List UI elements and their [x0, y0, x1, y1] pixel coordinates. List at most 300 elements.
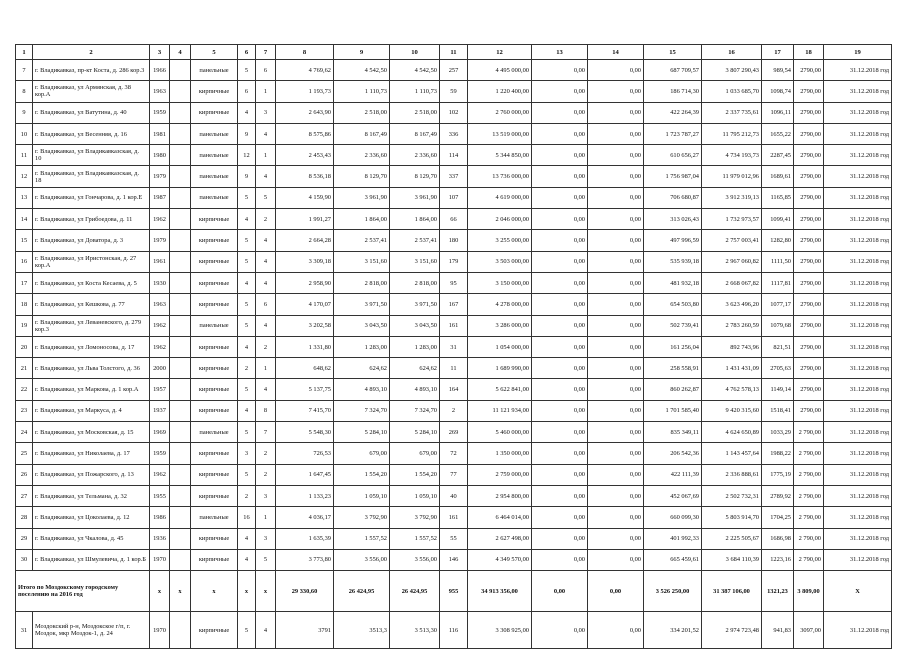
- table-cell: 1 647,45: [276, 464, 334, 485]
- table-cell: 7: [16, 60, 33, 81]
- table-cell: 3 961,90: [390, 187, 440, 208]
- table-cell: 4: [238, 400, 256, 421]
- table-cell: 4: [256, 166, 276, 187]
- table-cell: 31: [440, 336, 468, 357]
- table-cell: 0,00: [532, 612, 588, 649]
- table-cell: 31: [16, 612, 33, 649]
- table-cell: 336: [440, 123, 468, 144]
- table-cell: 401 992,33: [644, 528, 702, 549]
- table-cell: 2 760 000,00: [468, 102, 532, 123]
- table-row: [16, 422, 892, 443]
- table-cell: 4: [238, 209, 256, 230]
- table-cell: 1 557,52: [390, 528, 440, 549]
- table-cell: 3: [256, 528, 276, 549]
- table-row: [16, 443, 892, 464]
- table-cell: 4: [256, 272, 276, 293]
- table-cell: 2 453,43: [276, 145, 334, 166]
- table-cell: 0,00: [588, 358, 644, 379]
- table-cell: 31.12.2018 год: [824, 166, 892, 187]
- table-cell: панельные: [191, 123, 238, 144]
- table-cell: г. Владикавказ, ул Кешкова, д. 77: [33, 294, 150, 315]
- table-cell: 107: [440, 187, 468, 208]
- table-cell: 8 129,70: [390, 166, 440, 187]
- table-cell: 481 932,18: [644, 272, 702, 293]
- table-cell: 0,00: [532, 123, 588, 144]
- total-cell: 31 387 106,00: [702, 571, 762, 612]
- table-cell: 180: [440, 230, 468, 251]
- table-cell: 4: [238, 272, 256, 293]
- table-cell: 161 256,04: [644, 336, 702, 357]
- table-cell: 66: [440, 209, 468, 230]
- table-cell: 4: [256, 123, 276, 144]
- table-cell: 11 979 012,96: [702, 166, 762, 187]
- table-cell: кирпичные: [191, 549, 238, 570]
- table-cell: Моздокский р-н, Моздокское г/п, г. Моздок, мкр Моздок-1, д. 24: [33, 612, 150, 649]
- table-cell: 2 502 732,31: [702, 485, 762, 506]
- table-cell: 4: [256, 379, 276, 400]
- table-row: [16, 251, 892, 272]
- table-cell: [170, 251, 191, 272]
- table-cell: г. Владикавказ, ул Леваневского, д. 279 кор.3: [33, 315, 150, 336]
- table-cell: г. Владикавказ, ул Армянская, д. 38 кор.А: [33, 81, 150, 102]
- table-cell: 1 431 431,09: [702, 358, 762, 379]
- table-cell: кирпичные: [191, 485, 238, 506]
- table-cell: 5: [256, 187, 276, 208]
- table-cell: 334 201,52: [644, 612, 702, 649]
- table-cell: 2 336,60: [390, 145, 440, 166]
- table-cell: 0,00: [588, 400, 644, 421]
- table-cell: 1 033 685,70: [702, 81, 762, 102]
- table-cell: г. Владикавказ, ул Ватутина, д. 40: [33, 102, 150, 123]
- table-cell: кирпичные: [191, 379, 238, 400]
- table-cell: 1970: [150, 612, 170, 649]
- table-cell: 502 739,41: [644, 315, 702, 336]
- table-cell: 3 971,50: [334, 294, 390, 315]
- column-header: 10: [390, 45, 440, 60]
- table-cell: 22: [16, 379, 33, 400]
- table-cell: панельные: [191, 145, 238, 166]
- table-cell: 206 542,36: [644, 443, 702, 464]
- table-cell: 8 167,49: [390, 123, 440, 144]
- table-cell: 3 043,50: [390, 315, 440, 336]
- table-cell: 77: [440, 464, 468, 485]
- table-cell: 0,00: [532, 230, 588, 251]
- table-cell: 23: [16, 400, 33, 421]
- table-cell: 2789,92: [762, 485, 794, 506]
- table-cell: 2790,00: [794, 60, 824, 81]
- table-cell: панельные: [191, 315, 238, 336]
- table-cell: 1987: [150, 187, 170, 208]
- table-cell: 59: [440, 81, 468, 102]
- table-cell: 2790,00: [794, 209, 824, 230]
- table-cell: 1957: [150, 379, 170, 400]
- table-cell: [170, 358, 191, 379]
- table-cell: 5: [238, 464, 256, 485]
- table-cell: 2 336,60: [334, 145, 390, 166]
- table-cell: 4 278 000,00: [468, 294, 532, 315]
- table-cell: [170, 379, 191, 400]
- table-cell: кирпичные: [191, 272, 238, 293]
- table-cell: 21: [16, 358, 33, 379]
- table-cell: 2: [256, 464, 276, 485]
- table-cell: [170, 400, 191, 421]
- table-cell: 0,00: [532, 209, 588, 230]
- table-cell: 1981: [150, 123, 170, 144]
- table-cell: 0,00: [532, 187, 588, 208]
- table-cell: 0,00: [588, 123, 644, 144]
- table-cell: 1 283,00: [334, 336, 390, 357]
- table-cell: [170, 422, 191, 443]
- table-cell: 2790,00: [794, 379, 824, 400]
- table-cell: 2790,00: [794, 123, 824, 144]
- table-cell: 679,00: [334, 443, 390, 464]
- table-cell: [170, 443, 191, 464]
- table-cell: 1937: [150, 400, 170, 421]
- table-cell: 1 732 973,57: [702, 209, 762, 230]
- table-cell: 1: [256, 358, 276, 379]
- table-cell: 1518,41: [762, 400, 794, 421]
- table-cell: 31.12.2018 год: [824, 209, 892, 230]
- table-cell: 5 344 850,00: [468, 145, 532, 166]
- table-cell: 4 893,10: [334, 379, 390, 400]
- table-cell: 30: [16, 549, 33, 570]
- table-cell: 0,00: [588, 145, 644, 166]
- column-header: 2: [33, 45, 150, 60]
- table-cell: 1655,22: [762, 123, 794, 144]
- table-cell: 16: [16, 251, 33, 272]
- table-cell: 5 284,10: [390, 422, 440, 443]
- table-cell: 0,00: [532, 166, 588, 187]
- table-cell: 2: [440, 400, 468, 421]
- table-cell: г. Владикавказ, ул Тельмана, д. 32: [33, 485, 150, 506]
- table-cell: 1961: [150, 251, 170, 272]
- table-cell: 0,00: [532, 400, 588, 421]
- table-cell: 13 519 000,00: [468, 123, 532, 144]
- table-row: [16, 549, 892, 570]
- table-cell: 624,62: [390, 358, 440, 379]
- table-cell: 0,00: [532, 464, 588, 485]
- table-cell: 0,00: [532, 422, 588, 443]
- table-cell: 2287,45: [762, 145, 794, 166]
- table-cell: 27: [16, 485, 33, 506]
- table-cell: кирпичные: [191, 251, 238, 272]
- table-cell: г. Владикавказ, ул Московская, д. 15: [33, 422, 150, 443]
- table-cell: [170, 294, 191, 315]
- table-cell: 8: [256, 400, 276, 421]
- table-cell: 2 518,00: [390, 102, 440, 123]
- table-cell: панельные: [191, 187, 238, 208]
- table-cell: 0,00: [532, 549, 588, 570]
- table-cell: 2 759 000,00: [468, 464, 532, 485]
- table-row: [16, 230, 892, 251]
- table-cell: 860 262,87: [644, 379, 702, 400]
- table-cell: 114: [440, 145, 468, 166]
- table-cell: 1 220 400,00: [468, 81, 532, 102]
- table-cell: г. Владикавказ, ул Коста Кесаева, д. 5: [33, 272, 150, 293]
- table-cell: 31.12.2018 год: [824, 422, 892, 443]
- table-cell: 3097,00: [794, 612, 824, 649]
- table-cell: 1969: [150, 422, 170, 443]
- table-cell: панельные: [191, 166, 238, 187]
- table-cell: 3 623 496,20: [702, 294, 762, 315]
- table-cell: 9 420 315,60: [702, 400, 762, 421]
- table-cell: 2790,00: [794, 145, 824, 166]
- table-cell: 3 961,90: [334, 187, 390, 208]
- table-cell: 4: [256, 612, 276, 649]
- table-cell: 1223,16: [762, 549, 794, 570]
- table-cell: 1988,22: [762, 443, 794, 464]
- table-cell: [170, 272, 191, 293]
- table-cell: 31.12.2018 год: [824, 358, 892, 379]
- table-cell: 3: [238, 443, 256, 464]
- table-cell: 1 193,73: [276, 81, 334, 102]
- table-cell: 28: [16, 507, 33, 528]
- table-cell: 2 537,41: [334, 230, 390, 251]
- table-cell: 1: [256, 81, 276, 102]
- column-header: 14: [588, 45, 644, 60]
- table-cell: 0,00: [532, 358, 588, 379]
- table-cell: [170, 145, 191, 166]
- column-header: 8: [276, 45, 334, 60]
- table-cell: 116: [440, 612, 468, 649]
- table-cell: 31.12.2018 год: [824, 336, 892, 357]
- table-cell: кирпичные: [191, 528, 238, 549]
- table-cell: 5 460 000,00: [468, 422, 532, 443]
- table-cell: 1149,14: [762, 379, 794, 400]
- table-cell: 8 167,49: [334, 123, 390, 144]
- table-cell: 0,00: [532, 272, 588, 293]
- table-cell: 0,00: [588, 272, 644, 293]
- column-header: 5: [191, 45, 238, 60]
- table-cell: 7 324,70: [334, 400, 390, 421]
- table-cell: 257: [440, 60, 468, 81]
- total-cell: 29 330,60: [276, 571, 334, 612]
- total-cell: 3 809,00: [794, 571, 824, 612]
- table-cell: 2 790,00: [794, 422, 824, 443]
- housing-table: [15, 44, 892, 649]
- table-cell: 1 133,23: [276, 485, 334, 506]
- table-cell: 2: [238, 485, 256, 506]
- total-cell: x: [238, 571, 256, 612]
- table-cell: 4 159,90: [276, 187, 334, 208]
- table-cell: 8 536,18: [276, 166, 334, 187]
- table-cell: [170, 507, 191, 528]
- table-cell: 2 974 723,48: [702, 612, 762, 649]
- table-cell: 1986: [150, 507, 170, 528]
- table-cell: 3 792,90: [390, 507, 440, 528]
- table-cell: 835 349,11: [644, 422, 702, 443]
- total-cell: 955: [440, 571, 468, 612]
- table-cell: 3 309,18: [276, 251, 334, 272]
- table-cell: 5: [238, 422, 256, 443]
- table-cell: 3 255 000,00: [468, 230, 532, 251]
- table-cell: 0,00: [532, 145, 588, 166]
- table-cell: 1 864,00: [334, 209, 390, 230]
- table-cell: г. Владикавказ, ул Пожарского, д. 13: [33, 464, 150, 485]
- table-cell: 0,00: [532, 485, 588, 506]
- table-cell: 2790,00: [794, 251, 824, 272]
- table-cell: 17: [16, 272, 33, 293]
- table-cell: 31.12.2018 год: [824, 81, 892, 102]
- table-cell: 1 554,20: [334, 464, 390, 485]
- table-cell: 0,00: [532, 294, 588, 315]
- table-cell: 0,00: [588, 251, 644, 272]
- table-row: [16, 81, 892, 102]
- table-cell: 2705,63: [762, 358, 794, 379]
- table-cell: 4 542,50: [334, 60, 390, 81]
- table-cell: [170, 102, 191, 123]
- table-cell: 6: [238, 81, 256, 102]
- table-cell: 5: [238, 612, 256, 649]
- column-header: 3: [150, 45, 170, 60]
- table-cell: 5 622 841,00: [468, 379, 532, 400]
- table-cell: 1 350 000,00: [468, 443, 532, 464]
- table-cell: 0,00: [588, 485, 644, 506]
- table-cell: 1689,61: [762, 166, 794, 187]
- table-cell: 0,00: [588, 315, 644, 336]
- table-cell: 4 170,07: [276, 294, 334, 315]
- table-row: [16, 507, 892, 528]
- table-cell: 706 680,87: [644, 187, 702, 208]
- table-cell: 3 150 000,00: [468, 272, 532, 293]
- table-row: [16, 358, 892, 379]
- table-cell: 3791: [276, 612, 334, 649]
- table-cell: 665 459,61: [644, 549, 702, 570]
- table-cell: 11 121 934,00: [468, 400, 532, 421]
- table-cell: 3 556,00: [334, 549, 390, 570]
- table-cell: 1979: [150, 230, 170, 251]
- table-cell: 0,00: [588, 422, 644, 443]
- table-cell: 1 991,27: [276, 209, 334, 230]
- table-cell: 29: [16, 528, 33, 549]
- table-cell: 4 734 193,73: [702, 145, 762, 166]
- table-cell: 2790,00: [794, 166, 824, 187]
- table-cell: 4 769,62: [276, 60, 334, 81]
- table-row: [16, 612, 892, 649]
- table-cell: 2 790,00: [794, 549, 824, 570]
- table-cell: 0,00: [588, 81, 644, 102]
- table-cell: 1704,25: [762, 507, 794, 528]
- table-row: [16, 379, 892, 400]
- table-cell: 2: [238, 358, 256, 379]
- table-cell: 2 046 000,00: [468, 209, 532, 230]
- table-cell: 0,00: [532, 81, 588, 102]
- table-cell: 0,00: [588, 187, 644, 208]
- table-cell: 8 129,70: [334, 166, 390, 187]
- table-row: [16, 336, 892, 357]
- table-cell: 4: [238, 549, 256, 570]
- table-cell: 31.12.2018 год: [824, 443, 892, 464]
- table-cell: 9: [16, 102, 33, 123]
- table-cell: 0,00: [588, 60, 644, 81]
- table-cell: 0,00: [588, 443, 644, 464]
- table-cell: 2 790,00: [794, 443, 824, 464]
- total-cell: X: [824, 571, 892, 612]
- table-cell: 55: [440, 528, 468, 549]
- table-cell: 1 689 990,00: [468, 358, 532, 379]
- table-cell: 1117,81: [762, 272, 794, 293]
- table-cell: 1 635,39: [276, 528, 334, 549]
- table-cell: 31.12.2018 год: [824, 612, 892, 649]
- total-cell: 26 424,95: [390, 571, 440, 612]
- table-cell: 26: [16, 464, 33, 485]
- table-cell: [170, 123, 191, 144]
- table-cell: г. Владикавказ, ул Доватора, д. 3: [33, 230, 150, 251]
- total-cell: x: [170, 571, 191, 612]
- table-cell: 11: [440, 358, 468, 379]
- table-cell: 31.12.2018 год: [824, 507, 892, 528]
- table-cell: 0,00: [532, 102, 588, 123]
- table-cell: г. Владикавказ, ул Маркуса, д. 4: [33, 400, 150, 421]
- table-cell: 5 803 914,70: [702, 507, 762, 528]
- table-cell: 72: [440, 443, 468, 464]
- table-cell: 2790,00: [794, 358, 824, 379]
- table-cell: 5: [238, 60, 256, 81]
- total-cell: 1321,23: [762, 571, 794, 612]
- table-cell: [170, 485, 191, 506]
- table-cell: 2 958,90: [276, 272, 334, 293]
- table-cell: 1970: [150, 549, 170, 570]
- table-cell: 3 513,30: [390, 612, 440, 649]
- table-cell: 0,00: [532, 251, 588, 272]
- table-cell: 2 818,00: [334, 272, 390, 293]
- table-cell: 610 656,27: [644, 145, 702, 166]
- table-cell: 31.12.2018 год: [824, 379, 892, 400]
- table-cell: г. Владикавказ, ул Ломоносова, д. 17: [33, 336, 150, 357]
- table-row: [16, 294, 892, 315]
- table-cell: 0,00: [532, 443, 588, 464]
- table-cell: 0,00: [588, 209, 644, 230]
- table-cell: 1 283,00: [390, 336, 440, 357]
- table-cell: 4 542,50: [390, 60, 440, 81]
- table-cell: кирпичные: [191, 443, 238, 464]
- table-cell: 3 286 000,00: [468, 315, 532, 336]
- table-cell: 5: [238, 379, 256, 400]
- table-cell: кирпичные: [191, 358, 238, 379]
- table-cell: 179: [440, 251, 468, 272]
- table-cell: 2 627 498,00: [468, 528, 532, 549]
- table-cell: 654 503,80: [644, 294, 702, 315]
- table-cell: 1 059,10: [390, 485, 440, 506]
- table-cell: 1980: [150, 145, 170, 166]
- table-cell: г. Владикавказ, ул Маркова, д. 1 кор.А: [33, 379, 150, 400]
- table-cell: 0,00: [588, 230, 644, 251]
- table-cell: 1 110,73: [334, 81, 390, 102]
- table-cell: 2: [256, 209, 276, 230]
- table-cell: 31.12.2018 год: [824, 60, 892, 81]
- table-cell: 3 684 110,39: [702, 549, 762, 570]
- table-cell: [170, 209, 191, 230]
- table-row: [16, 60, 892, 81]
- table-cell: панельные: [191, 422, 238, 443]
- table-cell: 14: [16, 209, 33, 230]
- table-cell: 5: [238, 294, 256, 315]
- table-cell: г. Владикавказ, ул Гончарова, д. 1 кор.Е: [33, 187, 150, 208]
- table-cell: 15: [16, 230, 33, 251]
- table-cell: 3 151,60: [390, 251, 440, 272]
- table-cell: г. Владикавказ, ул Шмулевича, д. 1 кор.Б: [33, 549, 150, 570]
- column-header: 13: [532, 45, 588, 60]
- table-cell: 1 054 000,00: [468, 336, 532, 357]
- table-cell: 31.12.2018 год: [824, 123, 892, 144]
- table-cell: 3 971,50: [390, 294, 440, 315]
- table-cell: 3 043,50: [334, 315, 390, 336]
- table-cell: 3513,3: [334, 612, 390, 649]
- table-cell: 1099,41: [762, 209, 794, 230]
- table-cell: 24: [16, 422, 33, 443]
- table-cell: [170, 464, 191, 485]
- table-cell: 3 151,60: [334, 251, 390, 272]
